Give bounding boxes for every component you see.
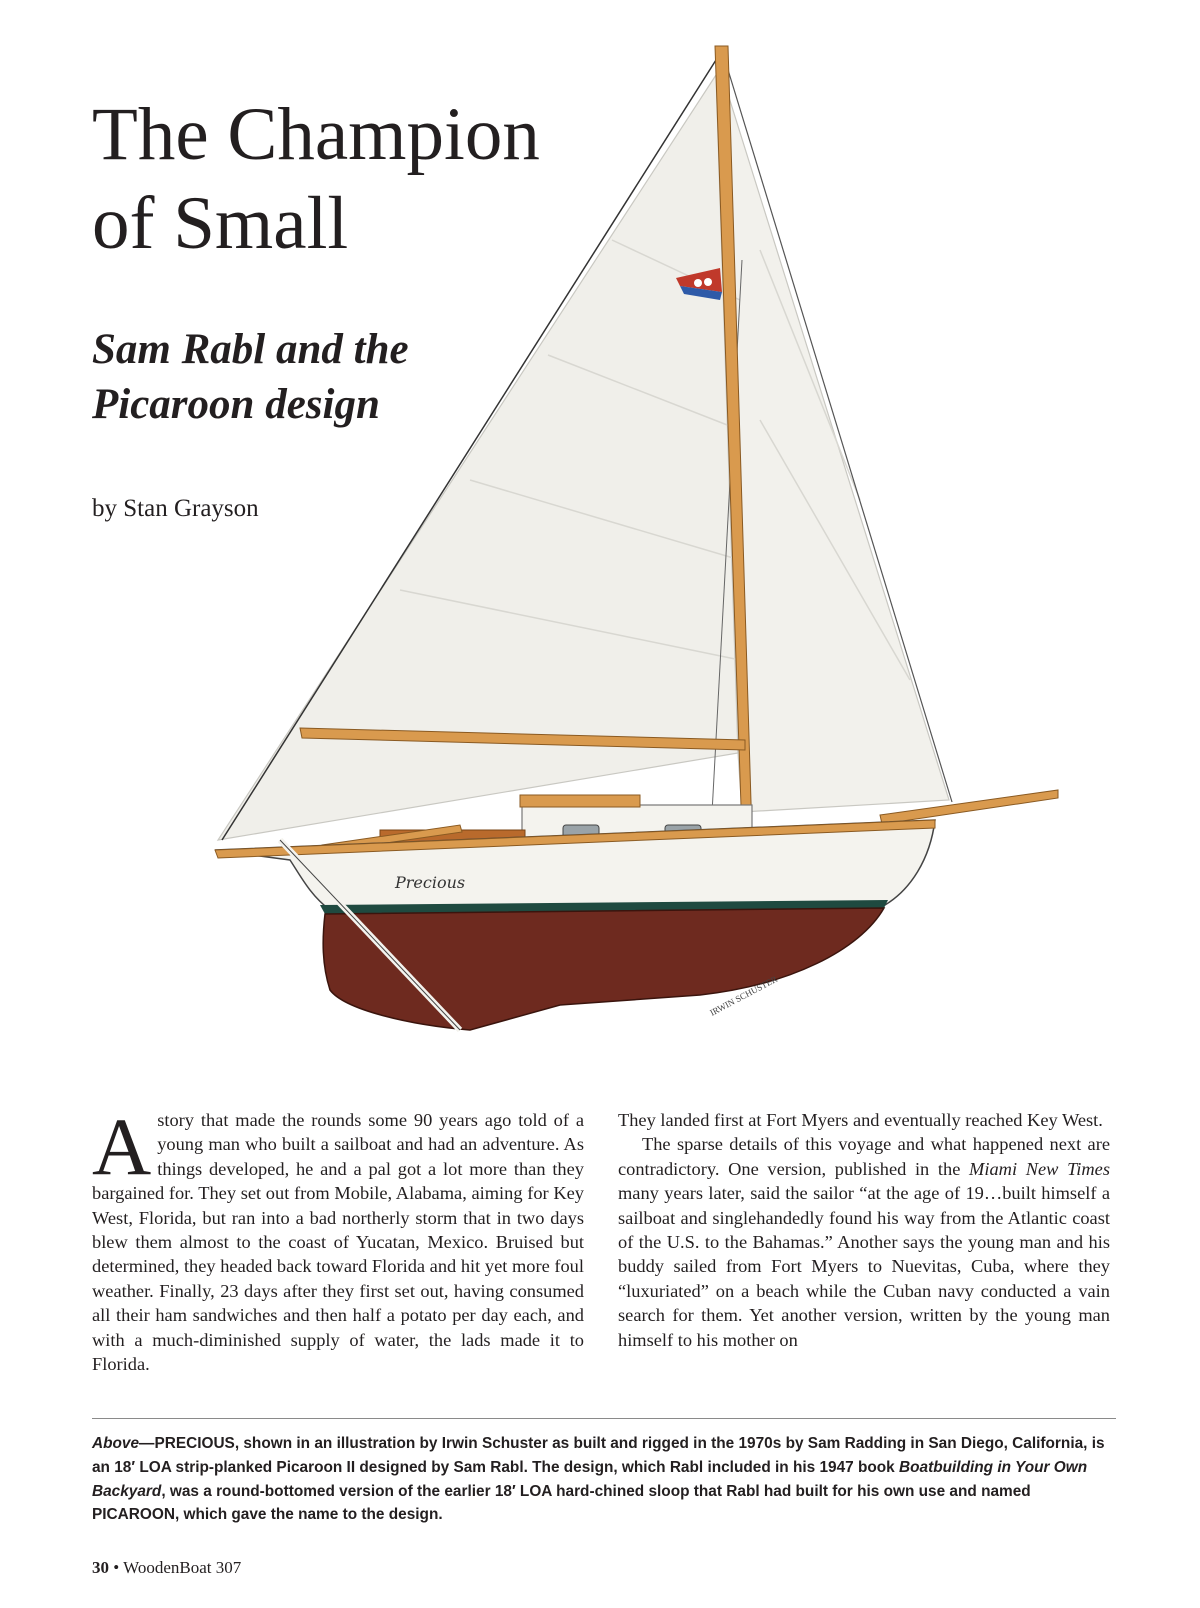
book-title: Boatbuilding in Your Own Backyard (92, 1458, 1088, 1500)
article-paragraph: story that made the rounds some 90 years ago told of a young man who built a sailboat and had an adventure. As things developed, he and a pal got a lot more than they bargained for. They set out from Mobile, Alabama, aiming for Key West, Florida, but ran into a bad northerly storm that in two days blew them almost to the coast of Yucatan, Mexico. Bruised but determined, they headed back toward Florida and hit yet more foul weather. Finally, 23 days after they first set out, having consumed all their ham sandwiches and then half a potato per day each, and with a much-diminished supply of water, the lads made it to Florida. (92, 1110, 584, 1375)
drop-cap: A (92, 1101, 152, 1192)
hull-name: Precious (395, 873, 466, 892)
magazine-issue: WoodenBoat 307 (123, 1558, 242, 1577)
main-sail (722, 75, 949, 812)
page-number: 30 (92, 1558, 109, 1577)
jib-sail (218, 75, 738, 840)
illustrator-credit: IRWIN SCHUSTER (708, 973, 779, 1018)
article-paragraph: The sparse details of this voyage and what happened next are contradictory. One version, published in the Miami New Times many years later, said the sailor “at the age of 19…built himself a sailboat and singlehandedly found his way from the Atlantic coast of the U.S. to the Bahamas.” Another says the young man and his buddy sailed from Fort Myers to Nuevitas, Cuba, where they “luxuriated” on a beach while the Cuban navy conducted a vain search for them. Yet another version, written by the young man himself to his mother on (618, 1134, 1110, 1350)
byline: by Stan Grayson (92, 495, 259, 522)
page-footer (92, 1558, 241, 1578)
publication-name: Miami New Times (969, 1158, 1110, 1179)
article-paragraph: They landed first at Fort Myers and eventually reached Key West. (618, 1110, 1103, 1130)
article-column-1 (92, 1101, 584, 1376)
hull-bottom (323, 908, 884, 1030)
article-subtitle: Sam Rabl and the Picaroon design (92, 326, 409, 428)
separator-bullet: • (113, 1558, 120, 1577)
article-title: The Champion of Small (92, 93, 540, 265)
article-column-2 (618, 1108, 1110, 1352)
photo-caption: Above—PRECIOUS, shown in an illustration by Irwin Schuster as built and rigged in the 1970s by Sam Radding in San Diego, California, is an 18′ LOA strip-planked Picaroon II designed by Sam Rabl. The design, which Rabl included in his 1947 book Boatbuilding in Your Own Backyard, was a round-bottomed version of the earlier 18′ LOA hard-chined sloop that Rabl had built for his own use and named PICAROON, which gave the name to the design. (92, 1435, 1105, 1524)
caption-divider (92, 1418, 1116, 1419)
sailboat-illustration (200, 38, 1100, 1078)
